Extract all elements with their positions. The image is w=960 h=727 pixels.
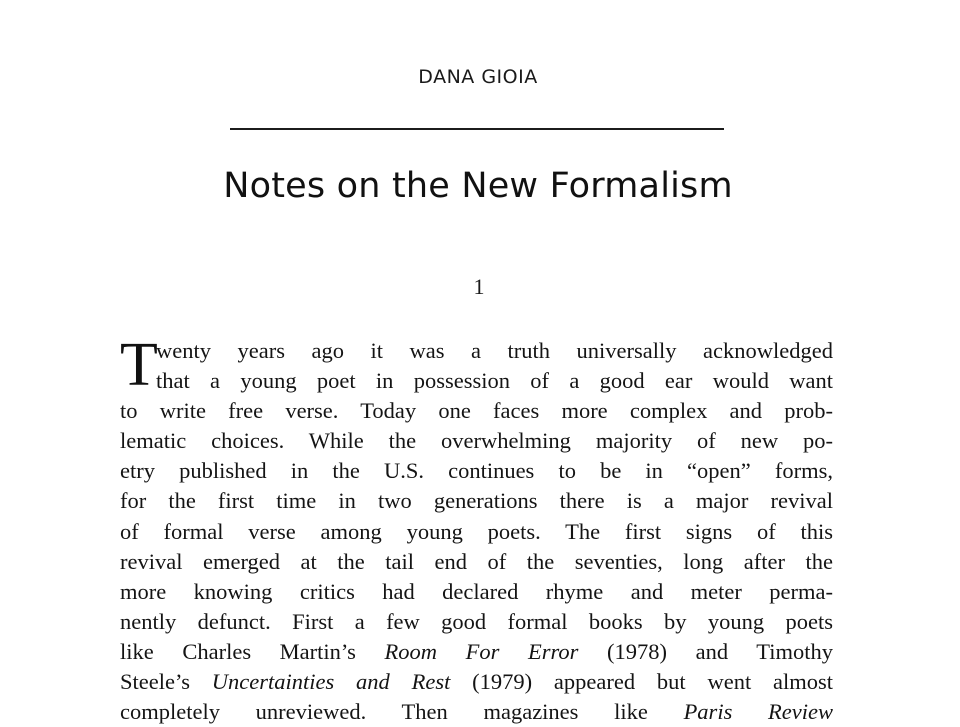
italic-title: Room For Error (384, 638, 579, 664)
text-line (120, 547, 833, 577)
text-segment: like Charles Martin’s (120, 638, 385, 664)
header-rule (230, 128, 724, 130)
text-line (120, 456, 833, 486)
text-line (120, 577, 833, 607)
text-segment: lematic choices. While the overwhelming majority of new po- (120, 428, 833, 454)
text-segment: completely unreviewed. Then magazines like (120, 699, 684, 725)
text-segment: Steele’s (120, 669, 212, 695)
text-segment: for the first time in two generations there is a major revival (120, 488, 833, 514)
text-line (120, 667, 833, 697)
italic-title: Uncertainties and Rest (211, 669, 451, 695)
text-segment: revival emerged at the tail end of the seventies, long after the (120, 548, 833, 574)
text-line (120, 366, 833, 396)
author-name: DANA GIOIA (418, 66, 538, 88)
text-line (120, 396, 833, 426)
paragraph (120, 331, 834, 727)
text-segment: more knowing critics had declared rhyme and meter perma- (120, 578, 833, 604)
text-line (120, 426, 833, 456)
essay-title: Notes on the New Formalism (223, 166, 733, 206)
text-segment: that a young poet in possession of a good ear would want (156, 368, 833, 394)
text-line (120, 486, 833, 516)
text-segment: of formal verse among young poets. The first signs of this (120, 518, 833, 544)
text-segment: nently defunct. First a few good formal books by young poets (120, 608, 833, 634)
italic-title: Paris Review (683, 699, 833, 725)
text-segment: (1979) appeared but went almost (450, 669, 833, 695)
text-segment: to write free verse. Today one faces more complex and prob- (120, 398, 833, 424)
text-line (120, 697, 833, 727)
text-line (120, 607, 833, 637)
drop-cap: T (120, 331, 158, 399)
text-segment: (1978) and Timothy (578, 638, 834, 664)
text-segment: wenty years ago it was a truth universally acknowledged (156, 338, 833, 363)
body-text (120, 331, 834, 727)
text-line (120, 637, 833, 667)
text-line (120, 517, 833, 547)
section-number: 1 (473, 274, 485, 299)
text-line (120, 336, 833, 366)
text-segment: etry published in the U.S. continues to be in “open” forms, (120, 458, 833, 484)
